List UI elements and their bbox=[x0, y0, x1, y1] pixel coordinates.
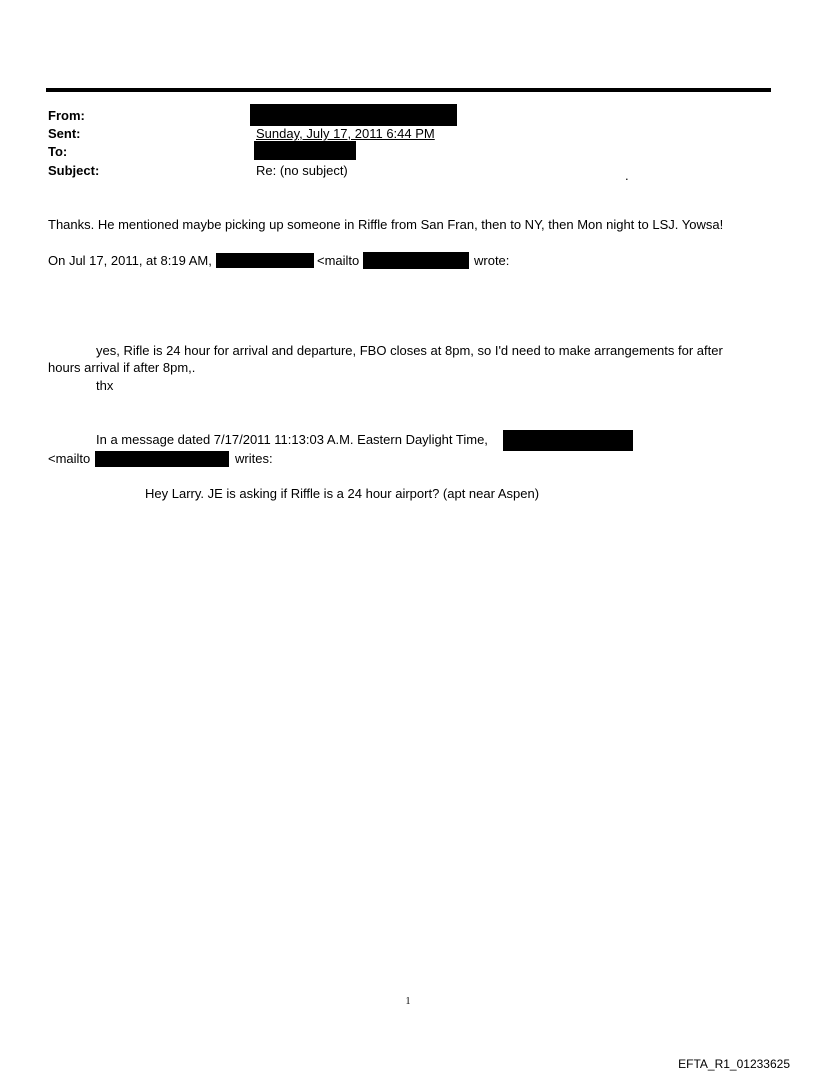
quote1-thx: thx bbox=[96, 378, 114, 393]
quote1-line2: hours arrival if after 8pm,. bbox=[48, 360, 196, 375]
to-label: To: bbox=[48, 144, 68, 159]
from-redaction bbox=[250, 104, 457, 126]
quote2-email-redaction bbox=[95, 451, 229, 467]
quote2-mailto: <mailto bbox=[48, 451, 91, 466]
reply-text: Thanks. He mentioned maybe picking up someone in Riffle from San Fran, then to NY, then Mon night to LSJ. Yowsa! bbox=[48, 217, 724, 232]
quote2-prefix: In a message dated 7/17/2011 11:13:03 A.M. Eastern Daylight Time, bbox=[96, 432, 488, 447]
subject-label: Subject: bbox=[48, 163, 100, 178]
document-id: EFTA_R1_01233625 bbox=[678, 1057, 790, 1071]
quote2-text: Hey Larry. JE is asking if Riffle is a 24 hour airport? (apt near Aspen) bbox=[145, 486, 540, 501]
sent-label: Sent: bbox=[48, 126, 81, 141]
quote2-writes: writes: bbox=[235, 451, 273, 466]
quote1-name-redaction bbox=[216, 253, 314, 268]
from-label: From: bbox=[48, 108, 85, 123]
header-divider-rule bbox=[46, 88, 771, 92]
quote1-line1: yes, Rifle is 24 hour for arrival and departure, FBO closes at 8pm, so I'd need to make arrangements for after bbox=[96, 343, 723, 358]
page-number: 1 bbox=[405, 996, 411, 1007]
quote1-email-redaction bbox=[363, 252, 469, 269]
quote1-mailto: <mailto bbox=[317, 253, 360, 268]
to-redaction bbox=[254, 141, 356, 160]
stray-mark: . bbox=[625, 168, 629, 183]
quote1-wrote: wrote: bbox=[474, 253, 510, 268]
sent-value: Sunday, July 17, 2011 6:44 PM bbox=[256, 126, 435, 141]
subject-value: Re: (no subject) bbox=[256, 163, 348, 178]
quote1-prefix: On Jul 17, 2011, at 8:19 AM, bbox=[48, 253, 212, 268]
quote2-name-redaction bbox=[503, 430, 633, 451]
